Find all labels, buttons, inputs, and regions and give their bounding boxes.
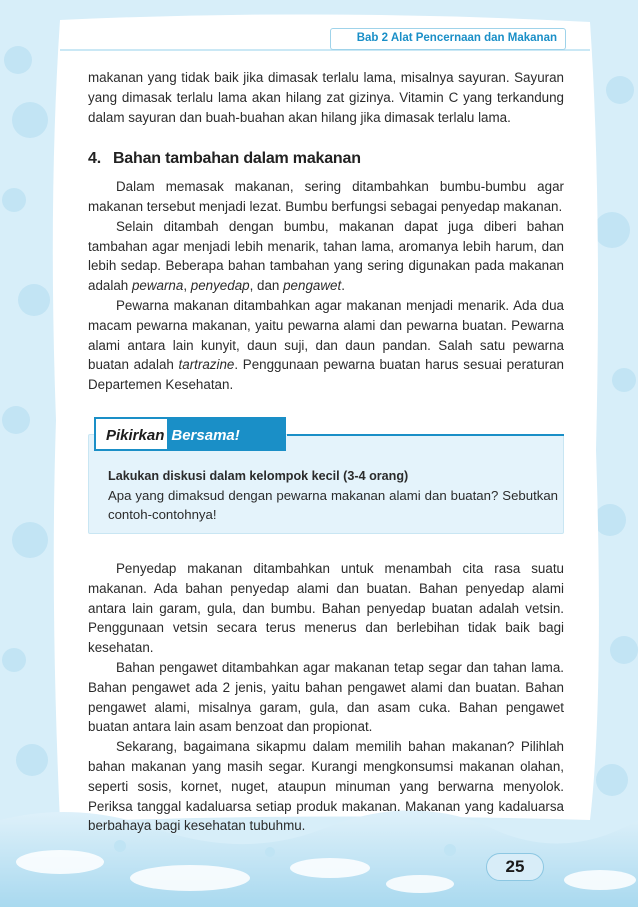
paragraph-text: . Penggunaan pewarna buatan harus sesuai peraturan Departemen Kesehatan. (88, 357, 564, 393)
paragraph-penyedap: Penyedap makanan ditambahkan untuk menambah cita rasa suatu makanan. Ada bahan penyedap alami dan buatan. Bahan penyedap alami antara lain garam, gula, dan bumbu. Bahan penyedap buatan adalah vetsin. Penggunaan vetsin secara terus menerus dan berlebihan tidak baik bagi kesehatan. (88, 560, 564, 656)
page-content (88, 68, 564, 836)
intro-paragraph: makanan yang tidak baik jika dimasak terlalu lama, misalnya sayuran. Sayuran yang dimasak terlalu lama akan hilang zat gizinya. Vitamin C yang terkandung dalam sayuran dan buah-buahan akan hilang jika dimasak terlalu lama. (88, 70, 564, 125)
term-penyedap: penyedap (190, 278, 250, 294)
paragraph-bahan-tambahan (88, 217, 564, 296)
paragraph-sikap: Sekarang, bagaimana sikapmu dalam memilih bahan makanan? Pilihlah bahan makanan yang masih segar. Kurangi mengkonsumsi makanan olahan, seperti sosis, kornet, nuget, ataupun minuman yang berwarna menyolok. Periksa tanggal kadaluarsa setiap produk makanan. Makanan yang kadaluarsa berbahaya bagi kesehatan tubuhmu. (88, 739, 564, 834)
think-label-bersama: Bersama! (167, 419, 284, 449)
section-heading (88, 149, 564, 169)
term-pewarna: pewarna (131, 278, 184, 294)
section-title: Bahan tambahan dalam makanan (112, 150, 361, 168)
think-box-top-rule (287, 434, 564, 436)
paragraph-text: Selain ditambah dengan bumbu, makanan dapat juga diberi bahan tambahan agar menjadi lebih menarik, tahan lama, aromanya lebih harum, dan lebih sedap. Beberapa bahan tambahan yang sering digunakan pada makanan adalah (88, 218, 564, 294)
page-number: 25 (486, 853, 544, 881)
think-together-box (88, 417, 564, 535)
period: . (341, 278, 345, 294)
paragraph-text: Pewarna makanan ditambahkan agar makanan menjadi menarik. Ada dua macam pewarna makanan, yaitu pewarna alami dan pewarna buatan. Pewarna alami antara lain kunyit, daun suji, dan daun pandan. Salah satu pewarna buatan adalah (88, 297, 564, 373)
after-box-section (88, 559, 564, 836)
section-number: 4. (88, 150, 101, 168)
think-instruction: Lakukan diskusi dalam kelompok kecil (3-4 orang) (108, 468, 409, 483)
chapter-header (330, 28, 566, 50)
paragraph-pewarna (88, 296, 564, 395)
term-tartrazine: tartrazine (178, 357, 235, 373)
term-pengawet: pengawet (283, 278, 342, 294)
think-box-label (94, 417, 286, 451)
think-label-pikirkan: Pikirkan (106, 426, 165, 444)
paragraph-pengawet: Bahan pengawet ditambahkan agar makanan tetap segar dan tahan lama. Bahan pengawet ada 2 jenis, yaitu bahan pengawet alami dan buatan. Bahan pengawet alami, misalnya garam, gula, dan asam cuka. Bahan pengawet buatan antara lain asam benzoat dan propionat. (88, 659, 564, 735)
separator: , (183, 278, 191, 294)
chapter-title: Bab 2 Alat Pencernaan dan Makanan (356, 32, 557, 44)
think-question: Apa yang dimaksud dengan pewarna makanan alami dan buatan? Sebutkan contoh-contohnya! (108, 487, 558, 522)
paragraph-bumbu: Dalam memasak makanan, sering ditambahkan bumbu-bumbu agar makanan tersebut menjadi lezat. Bumbu berfungsi sebagai penyedap makanan. (88, 179, 564, 214)
think-box-text (108, 467, 558, 524)
separator: , dan (249, 278, 284, 294)
